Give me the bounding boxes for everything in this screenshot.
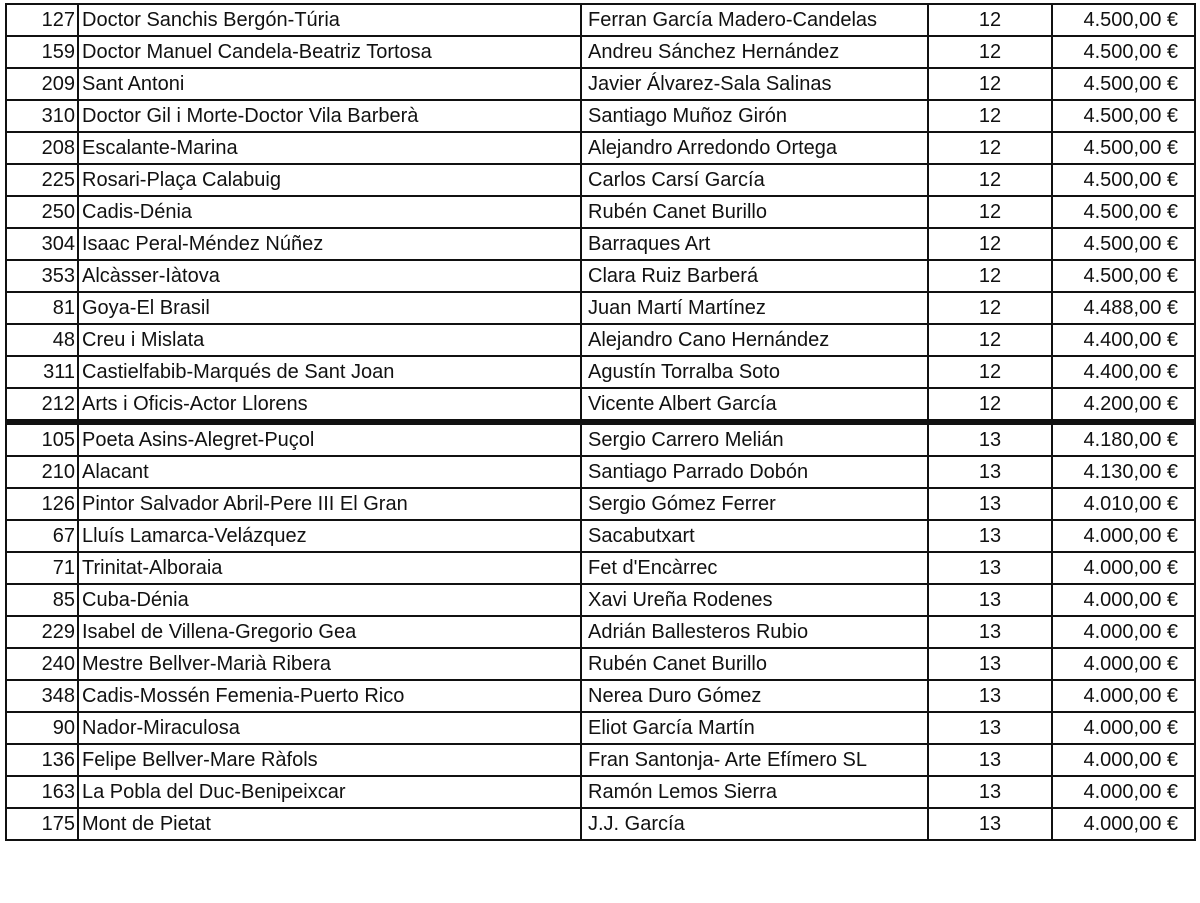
amount-cell: 4.000,00 € [1052, 776, 1195, 808]
amount-cell: 4.000,00 € [1052, 648, 1195, 680]
category-cell: 13 [928, 712, 1052, 744]
table-row [6, 292, 1195, 324]
amount-cell: 4.000,00 € [1052, 712, 1195, 744]
table-row [6, 228, 1195, 260]
category-cell: 12 [928, 196, 1052, 228]
amount-cell: 4.400,00 € [1052, 356, 1195, 388]
commission-name-cell: Pintor Salvador Abril-Pere III El Gran [78, 488, 581, 520]
commission-name-cell: Creu i Mislata [78, 324, 581, 356]
artist-name-cell: Fran Santonja- Arte Efímero SL [581, 744, 928, 776]
artist-name-cell: Adrián Ballesteros Rubio [581, 616, 928, 648]
table-row [6, 164, 1195, 196]
commission-name-cell: Arts i Oficis-Actor Llorens [78, 388, 581, 422]
category-cell: 12 [928, 388, 1052, 422]
category-cell: 12 [928, 356, 1052, 388]
category-cell: 13 [928, 584, 1052, 616]
category-cell: 13 [928, 808, 1052, 840]
table-row [6, 260, 1195, 292]
commission-number-cell: 126 [6, 488, 78, 520]
table-row [6, 712, 1195, 744]
commission-name-cell: La Pobla del Duc-Benipeixcar [78, 776, 581, 808]
category-cell: 13 [928, 616, 1052, 648]
artist-name-cell: Alejandro Cano Hernández [581, 324, 928, 356]
commission-number-cell: 310 [6, 100, 78, 132]
artist-name-cell: Barraques Art [581, 228, 928, 260]
commission-name-cell: Rosari-Plaça Calabuig [78, 164, 581, 196]
commission-number-cell: 67 [6, 520, 78, 552]
commission-name-cell: Doctor Manuel Candela-Beatriz Tortosa [78, 36, 581, 68]
amount-cell: 4.130,00 € [1052, 456, 1195, 488]
commission-number-cell: 81 [6, 292, 78, 324]
artist-name-cell: Rubén Canet Burillo [581, 648, 928, 680]
amount-cell: 4.180,00 € [1052, 422, 1195, 456]
commission-number-cell: 163 [6, 776, 78, 808]
commission-number-cell: 208 [6, 132, 78, 164]
table-row [6, 132, 1195, 164]
amount-cell: 4.010,00 € [1052, 488, 1195, 520]
table-row [6, 4, 1195, 36]
category-cell: 13 [928, 776, 1052, 808]
commission-number-cell: 136 [6, 744, 78, 776]
commission-number-cell: 225 [6, 164, 78, 196]
artist-name-cell: Sergio Gómez Ferrer [581, 488, 928, 520]
amount-cell: 4.000,00 € [1052, 680, 1195, 712]
commission-name-cell: Poeta Asins-Alegret-Puçol [78, 422, 581, 456]
commission-name-cell: Isaac Peral-Méndez Núñez [78, 228, 581, 260]
category-cell: 12 [928, 4, 1052, 36]
table-row [6, 552, 1195, 584]
amount-cell: 4.200,00 € [1052, 388, 1195, 422]
commission-number-cell: 209 [6, 68, 78, 100]
artist-name-cell: Rubén Canet Burillo [581, 196, 928, 228]
table-row [6, 100, 1195, 132]
artist-name-cell: Alejandro Arredondo Ortega [581, 132, 928, 164]
commission-name-cell: Isabel de Villena-Gregorio Gea [78, 616, 581, 648]
artist-name-cell: Agustín Torralba Soto [581, 356, 928, 388]
amount-cell: 4.000,00 € [1052, 744, 1195, 776]
commission-name-cell: Trinitat-Alboraia [78, 552, 581, 584]
commission-name-cell: Doctor Gil i Morte-Doctor Vila Barberà [78, 100, 581, 132]
amount-cell: 4.500,00 € [1052, 164, 1195, 196]
amount-cell: 4.000,00 € [1052, 552, 1195, 584]
artist-name-cell: Juan Martí Martínez [581, 292, 928, 324]
table-row [6, 388, 1195, 422]
category-cell: 12 [928, 68, 1052, 100]
artist-name-cell: Sergio Carrero Melián [581, 422, 928, 456]
table-row [6, 520, 1195, 552]
table-row [6, 422, 1195, 456]
category-cell: 13 [928, 520, 1052, 552]
table-row [6, 744, 1195, 776]
category-cell: 13 [928, 648, 1052, 680]
commission-name-cell: Mestre Bellver-Marià Ribera [78, 648, 581, 680]
table-row [6, 616, 1195, 648]
commission-number-cell: 71 [6, 552, 78, 584]
commission-number-cell: 304 [6, 228, 78, 260]
amount-cell: 4.000,00 € [1052, 616, 1195, 648]
commission-name-cell: Cadis-Mossén Femenia-Puerto Rico [78, 680, 581, 712]
artist-name-cell: Santiago Muñoz Girón [581, 100, 928, 132]
amount-cell: 4.500,00 € [1052, 100, 1195, 132]
commission-name-cell: Mont de Pietat [78, 808, 581, 840]
table-row [6, 584, 1195, 616]
artist-name-cell: Clara Ruiz Barberá [581, 260, 928, 292]
commission-name-cell: Castielfabib-Marqués de Sant Joan [78, 356, 581, 388]
artist-name-cell: Eliot García Martín [581, 712, 928, 744]
commission-name-cell: Sant Antoni [78, 68, 581, 100]
category-cell: 13 [928, 552, 1052, 584]
artist-name-cell: Ramón Lemos Sierra [581, 776, 928, 808]
table-row [6, 68, 1195, 100]
commission-number-cell: 159 [6, 36, 78, 68]
artist-name-cell: Andreu Sánchez Hernández [581, 36, 928, 68]
category-cell: 12 [928, 164, 1052, 196]
commission-name-cell: Cuba-Dénia [78, 584, 581, 616]
table-row [6, 776, 1195, 808]
commission-name-cell: Alacant [78, 456, 581, 488]
category-cell: 12 [928, 36, 1052, 68]
amount-cell: 4.500,00 € [1052, 260, 1195, 292]
commission-name-cell: Escalante-Marina [78, 132, 581, 164]
amount-cell: 4.000,00 € [1052, 584, 1195, 616]
category-cell: 13 [928, 680, 1052, 712]
amount-cell: 4.500,00 € [1052, 4, 1195, 36]
amount-cell: 4.500,00 € [1052, 228, 1195, 260]
artist-name-cell: Carlos Carsí García [581, 164, 928, 196]
commission-number-cell: 311 [6, 356, 78, 388]
commission-name-cell: Cadis-Dénia [78, 196, 581, 228]
category-cell: 12 [928, 292, 1052, 324]
artist-name-cell: Javier Álvarez-Sala Salinas [581, 68, 928, 100]
artist-name-cell: Vicente Albert García [581, 388, 928, 422]
commission-name-cell: Nador-Miraculosa [78, 712, 581, 744]
category-cell: 12 [928, 228, 1052, 260]
category-cell: 13 [928, 488, 1052, 520]
table-row [6, 196, 1195, 228]
table-row [6, 456, 1195, 488]
table-row [6, 808, 1195, 840]
artist-name-cell: J.J. García [581, 808, 928, 840]
commission-name-cell: Doctor Sanchis Bergón-Túria [78, 4, 581, 36]
artist-name-cell: Sacabutxart [581, 520, 928, 552]
artist-name-cell: Santiago Parrado Dobón [581, 456, 928, 488]
artist-name-cell: Nerea Duro Gómez [581, 680, 928, 712]
amount-cell: 4.500,00 € [1052, 196, 1195, 228]
table-row [6, 36, 1195, 68]
commission-number-cell: 212 [6, 388, 78, 422]
commission-number-cell: 240 [6, 648, 78, 680]
commission-number-cell: 105 [6, 422, 78, 456]
commission-number-cell: 353 [6, 260, 78, 292]
results-table [5, 3, 1196, 841]
commission-name-cell: Alcàsser-Iàtova [78, 260, 581, 292]
commission-number-cell: 210 [6, 456, 78, 488]
category-cell: 12 [928, 100, 1052, 132]
category-cell: 12 [928, 324, 1052, 356]
amount-cell: 4.488,00 € [1052, 292, 1195, 324]
commission-number-cell: 175 [6, 808, 78, 840]
artist-name-cell: Ferran García Madero-Candelas [581, 4, 928, 36]
amount-cell: 4.500,00 € [1052, 68, 1195, 100]
commission-number-cell: 127 [6, 4, 78, 36]
commission-name-cell: Lluís Lamarca-Velázquez [78, 520, 581, 552]
category-cell: 12 [928, 132, 1052, 164]
category-cell: 12 [928, 260, 1052, 292]
amount-cell: 4.500,00 € [1052, 132, 1195, 164]
commission-number-cell: 48 [6, 324, 78, 356]
table-row [6, 488, 1195, 520]
category-cell: 13 [928, 744, 1052, 776]
table-row [6, 356, 1195, 388]
table-row [6, 648, 1195, 680]
commission-number-cell: 229 [6, 616, 78, 648]
results-table-body [6, 4, 1195, 840]
artist-name-cell: Xavi Ureña Rodenes [581, 584, 928, 616]
amount-cell: 4.400,00 € [1052, 324, 1195, 356]
artist-name-cell: Fet d'Encàrrec [581, 552, 928, 584]
table-row [6, 680, 1195, 712]
commission-number-cell: 250 [6, 196, 78, 228]
commission-number-cell: 85 [6, 584, 78, 616]
commission-number-cell: 90 [6, 712, 78, 744]
amount-cell: 4.000,00 € [1052, 520, 1195, 552]
amount-cell: 4.000,00 € [1052, 808, 1195, 840]
commission-name-cell: Felipe Bellver-Mare Ràfols [78, 744, 581, 776]
category-cell: 13 [928, 456, 1052, 488]
table-row [6, 324, 1195, 356]
commission-number-cell: 348 [6, 680, 78, 712]
commission-name-cell: Goya-El Brasil [78, 292, 581, 324]
amount-cell: 4.500,00 € [1052, 36, 1195, 68]
category-cell: 13 [928, 422, 1052, 456]
